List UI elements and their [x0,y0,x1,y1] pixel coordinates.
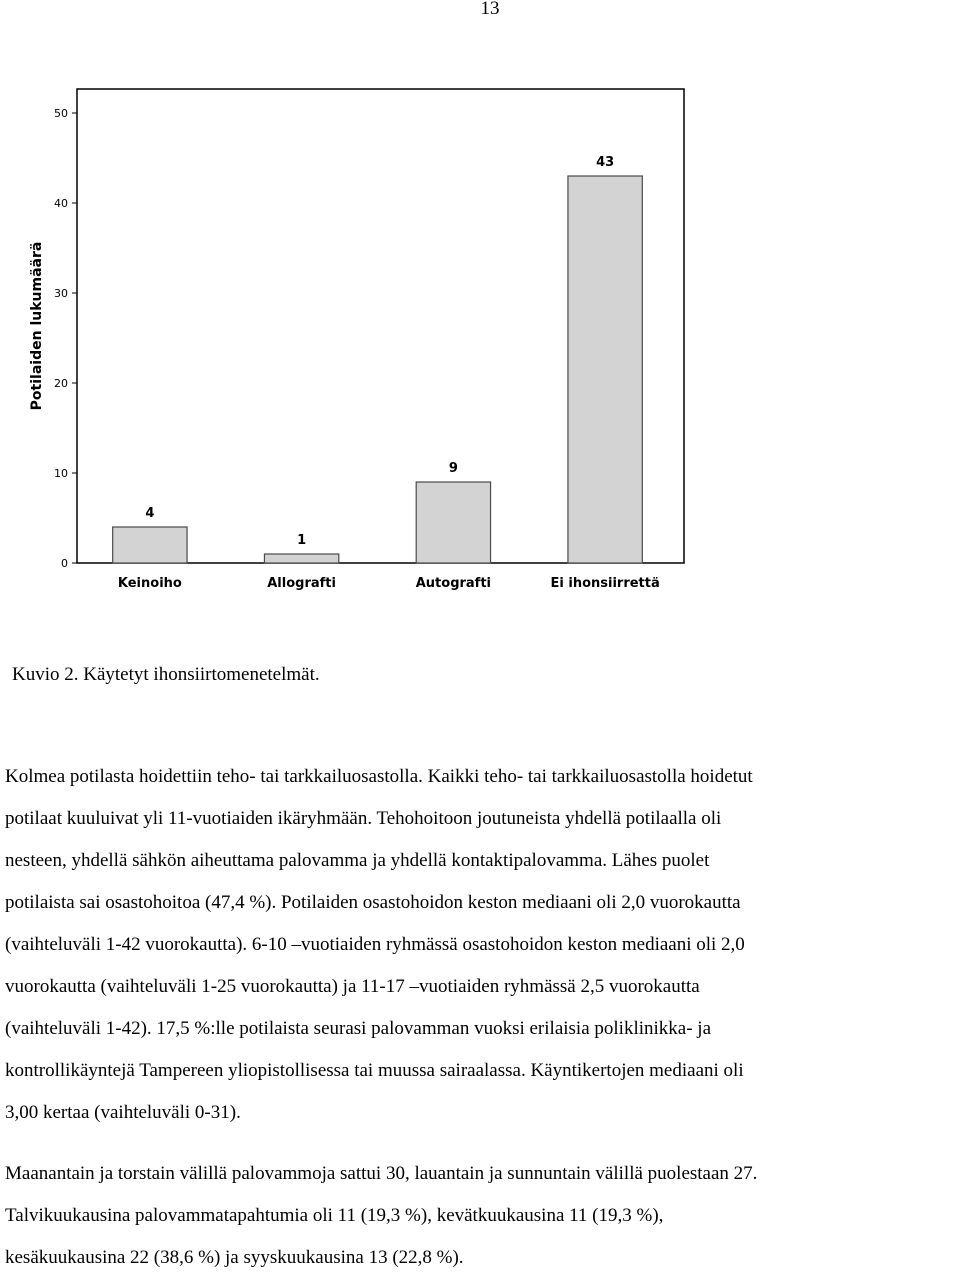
paragraph-line: (vaihteluväli 1-42 vuorokautta). 6-10 –vuotiaiden ryhmässä osastohoidon keston mediaani oli 2,0 [5,934,745,955]
bar-value-label: 43 [596,155,615,170]
paragraph-line: potilaista sai osastohoitoa (47,4 %). Potilaiden osastohoidon keston mediaani oli 2,0 vuorokautta [5,892,741,913]
bar-value-labels [145,155,614,548]
y-tick-label: 40 [54,197,68,210]
bar-value-label: 4 [145,506,155,521]
figure-caption: Kuvio 2. Käytetyt ihonsiirtomenetelmät. [12,664,320,685]
paragraph-line: 3,00 kertaa (vaihteluväli 0-31). [5,1102,241,1123]
y-tick-label: 20 [54,377,68,390]
bar-keinoiho [113,527,187,563]
paragraph-line: vuorokautta (vaihteluväli 1-25 vuorokautta) ja 11-17 –vuotiaiden ryhmässä 2,5 vuorokautta [5,976,700,997]
y-axis-ticks [54,107,77,570]
paragraph-2 [5,1153,955,1279]
x-category-label: Keinoiho [117,576,182,591]
y-tick-label: 50 [54,107,68,120]
y-axis-title: Potilaiden lukumäärä [29,241,45,411]
bar-value-label: 9 [448,461,458,476]
paragraph-line: Maanantain ja torstain välillä palovammoja sattui 30, lauantain ja sunnuntain välillä puolestaan 27. [5,1163,758,1184]
y-tick-label: 10 [54,467,68,480]
bar-value-label: 1 [297,533,307,548]
x-category-label: Ei ihonsiirrettä [550,576,660,591]
paragraph-1 [5,756,955,1134]
y-tick-label: 30 [54,287,68,300]
x-axis-labels [118,576,660,591]
paragraph-line: kesäkuukausina 22 (38,6 %) ja syyskuukausina 13 (22,8 %). [5,1247,464,1268]
x-category-label: Allografti [267,576,336,591]
bars [113,176,643,563]
y-tick-label: 0 [61,557,68,570]
bar-autografti [416,482,490,563]
paragraph-line: (vaihteluväli 1-42). 17,5 %:lle potilaista seurasi palovamman vuoksi erilaisia poliklinikka- ja [5,1018,711,1039]
page-number: 13 [480,0,500,19]
x-category-label: Autografti [415,576,492,591]
bar-ei-ihonsiirrettä [568,176,642,563]
paragraph-line: Kolmea potilasta hoidettiin teho- tai tarkkailuosastolla. Kaikki teho- tai tarkkailuosastolla hoidetut [5,766,753,787]
paragraph-line: potilaat kuuluivat yli 11-vuotiaiden ikäryhmään. Tehohoitoon joutuneista yhdellä potilaalla oli [5,808,722,829]
bar-allografti [264,554,338,563]
paragraph-line: kontrollikäyntejä Tampereen yliopistollisessa tai muussa sairaalassa. Käyntikertojen mediaani oli [5,1060,744,1081]
paragraph-line: nesteen, yhdellä sähkön aiheuttama palovamma ja yhdellä kontaktipalovamma. Lähes puolet [5,850,710,871]
paragraph-line: Talvikuukausina palovammatapahtumia oli 11 (19,3 %), kevätkuukausina 11 (19,3 %), [5,1205,664,1226]
